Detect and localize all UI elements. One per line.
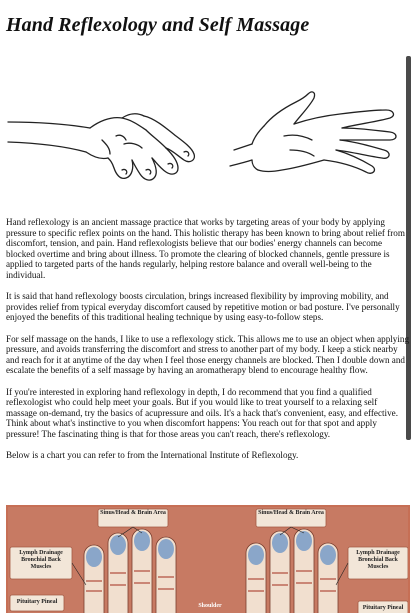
- article-title: Hand Reflexology and Self Massage: [6, 14, 310, 36]
- label-pituitary-right: Pituitary Pineal: [362, 605, 404, 611]
- label-sinus-left: Sinus/Head & Brain Area: [100, 510, 166, 516]
- paragraph-intro: Hand reflexology is an ancient massage practice that works by targeting areas of your body by applying pressure to specific reflex points on the hand. This holistic therapy has been known to bring about relief from discomfort, tension, and pain. Hand reflexologists believe that our bodies' energy channels can become blocked overtime and bring about illness. To promote the clearing of blocked channels, gentle pressure is applied to targeted parts of the hands regularly, helping restore balance and overall well-being to the individual.: [6, 217, 405, 280]
- paragraph-chart-intro: Below is a chart you can refer to from the International Institute of Reflexology.: [6, 450, 299, 461]
- reflexology-chart-image: [6, 505, 410, 613]
- paragraph-self-massage: For self massage on the hands, I like to use a reflexology stick. This allows me to use an object when applying pressure, and avoids transferring the discomfort and stress to another part of my body. I keep a stick nearby and reach for it at anytime of the day when I feel those energy channels are blocked. Then I double down and escalate the benefits of a self massage by having an aromatherapy blend to encourage healthy flow.: [6, 333, 410, 376]
- label-sinus-right: Sinus/Head & Brain Area: [258, 510, 324, 516]
- hands-illustration: [6, 70, 402, 210]
- label-lymph-left: Lymph Drainage Bronchial Back Muscles: [19, 550, 63, 570]
- paragraph-recommendation: If you're interested in exploring hand reflexology in depth, I do recommend that you find a qualified reflexologist who could help meet your goals. But if you would like to treat yourself to a relaxing self massage on-demand, try the basics of acupressure and oils. It's a hack that's convenient, easy, and effective. Think about what's instinctive to you when discomfort happens: You reach out for that spot and apply pressure! The fascinating thing is that for those areas you can't reach, there's reflexology.: [6, 386, 398, 439]
- paragraph-benefits: It is said that hand reflexology boosts circulation, brings increased flexibility by improving mobility, and provides relief from typical everyday discomfort caused by repetitive motion or bad posture. I've personally enjoyed the benefits of this traditional healing technique by using easy-to-follow steps.: [6, 291, 400, 323]
- label-lymph-right: Lymph Drainage Bronchial Back Muscles: [356, 550, 400, 570]
- label-pituitary-left: Pituitary Pineal: [16, 599, 58, 605]
- label-shoulder: Shoulder: [198, 603, 222, 609]
- article-body: [6, 217, 410, 471]
